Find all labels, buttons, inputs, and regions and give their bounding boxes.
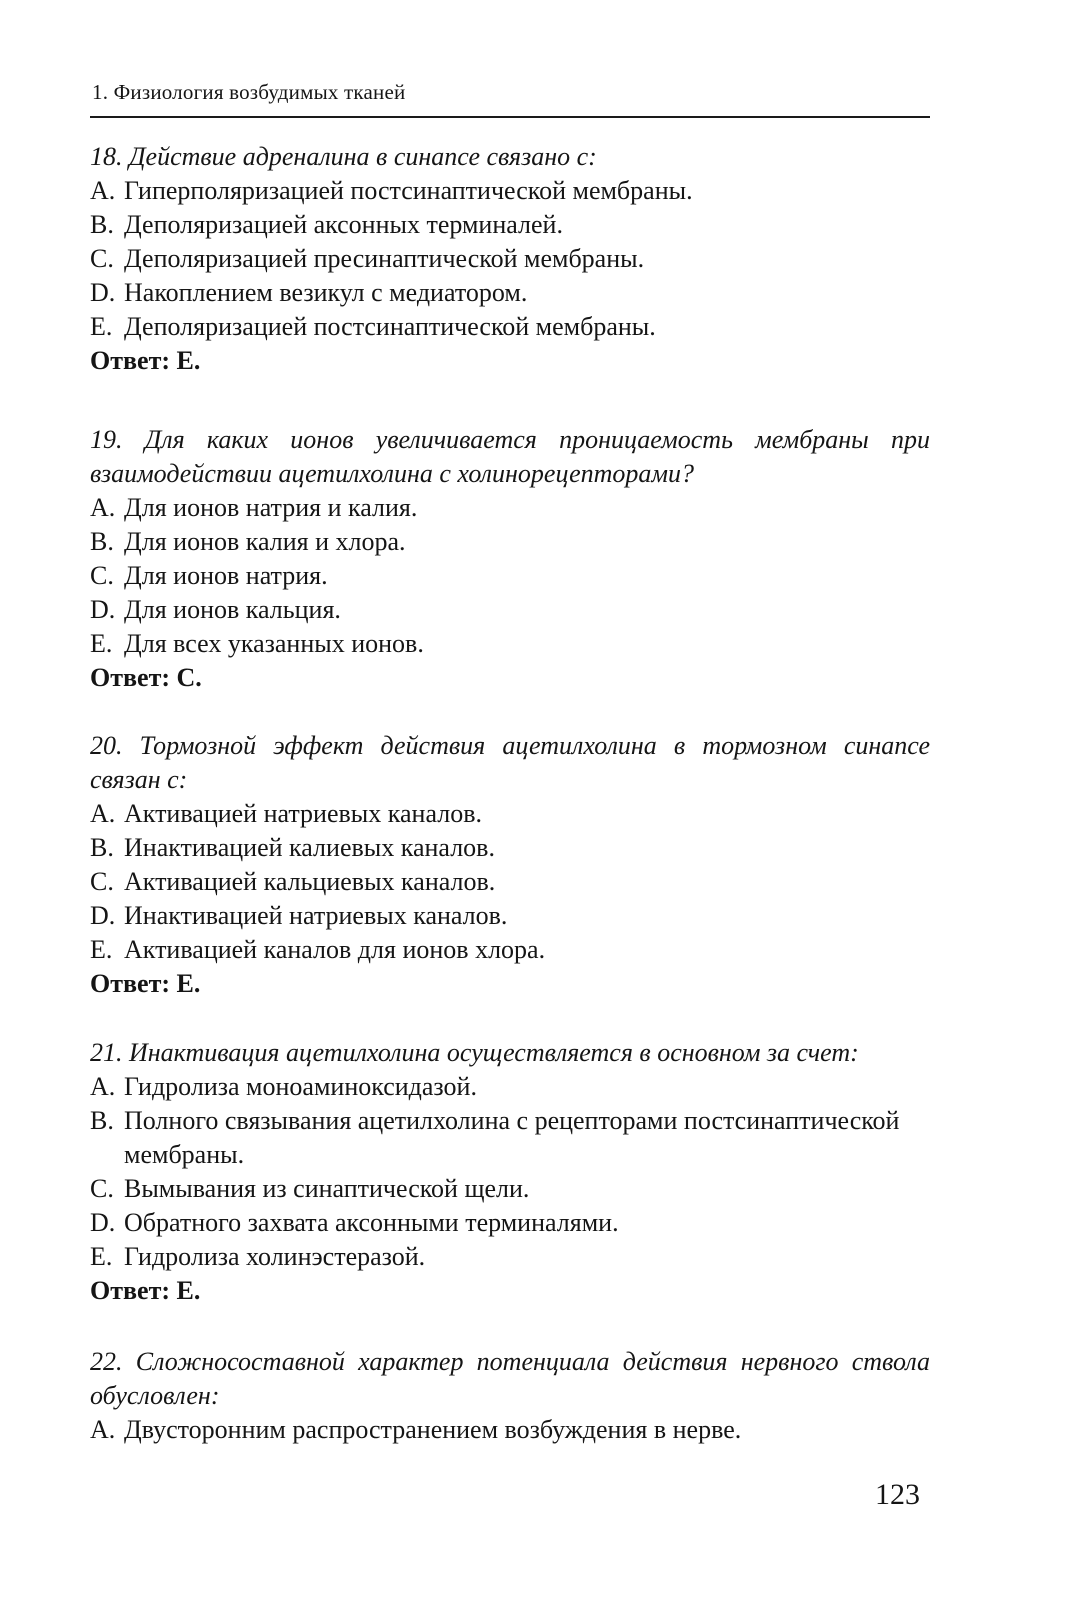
question-21	[90, 1036, 930, 1308]
option-text: Активацией кальциевых каналов.	[124, 867, 496, 896]
option-a	[90, 1413, 930, 1447]
option-letter: D.	[90, 1208, 116, 1237]
option-letter: A.	[90, 1072, 116, 1101]
answer-line: Ответ: E.	[90, 346, 201, 375]
option-e	[90, 627, 930, 661]
option-list	[90, 797, 930, 967]
option-letter: B.	[90, 833, 114, 862]
option-letter: B.	[90, 527, 114, 556]
option-letter: E.	[90, 1242, 113, 1271]
option-text: Для ионов натрия.	[124, 561, 328, 590]
question-text: 19. Для каких ионов увеличивается проницаемость мембраны при взаимодействии ацетилхолина с холинорецепторами?	[90, 425, 930, 488]
option-a	[90, 797, 930, 831]
option-d	[90, 593, 930, 627]
running-header: 1. Физиология возбудимых тканей	[92, 80, 406, 104]
option-letter: E.	[90, 312, 113, 341]
option-text: Для ионов натрия и калия.	[124, 493, 418, 522]
option-text: Инактивацией калиевых каналов.	[124, 833, 495, 862]
option-text: Деполяризацией постсинаптической мембраны.	[124, 312, 656, 341]
option-c	[90, 1172, 930, 1206]
header-rule	[90, 116, 930, 118]
option-letter: E.	[90, 629, 113, 658]
option-text: Деполяризацией пресинаптической мембраны.	[124, 244, 645, 273]
option-e	[90, 310, 930, 344]
option-list	[90, 1070, 930, 1274]
option-a	[90, 174, 930, 208]
option-letter: B.	[90, 1106, 114, 1135]
option-text: Для ионов калия и хлора.	[124, 527, 406, 556]
question-18	[90, 140, 930, 378]
option-c	[90, 865, 930, 899]
option-text: Гидролиза холинэстеразой.	[124, 1242, 426, 1271]
option-letter: C.	[90, 561, 114, 590]
option-text: Инактивацией натриевых каналов.	[124, 901, 508, 930]
option-letter: C.	[90, 867, 114, 896]
option-c	[90, 242, 930, 276]
option-text: Для всех указанных ионов.	[124, 629, 424, 658]
option-text: Активацией натриевых каналов.	[124, 799, 482, 828]
option-text: Активацией каналов для ионов хлора.	[124, 935, 546, 964]
option-list	[90, 491, 930, 661]
question-20	[90, 729, 930, 1001]
option-letter: C.	[90, 1174, 114, 1203]
question-22	[90, 1345, 930, 1447]
option-e	[90, 933, 930, 967]
option-a	[90, 1070, 930, 1104]
option-e	[90, 1240, 930, 1274]
answer-line: Ответ: C.	[90, 663, 202, 692]
option-letter: A.	[90, 493, 116, 522]
option-b	[90, 525, 930, 559]
option-list	[90, 174, 930, 344]
option-b	[90, 208, 930, 242]
option-b	[90, 831, 930, 865]
option-text: Для ионов кальция.	[124, 595, 341, 624]
option-letter: A.	[90, 1415, 116, 1444]
option-text: Гиперполяризацией постсинаптической мембраны.	[124, 176, 693, 205]
option-letter: B.	[90, 210, 114, 239]
answer-line: Ответ: E.	[90, 1276, 201, 1305]
option-text: Накоплением везикул с медиатором.	[124, 278, 528, 307]
option-d	[90, 899, 930, 933]
option-letter: A.	[90, 799, 116, 828]
option-letter: D.	[90, 901, 116, 930]
option-letter: C.	[90, 244, 114, 273]
option-letter: E.	[90, 935, 113, 964]
option-text: Обратного захвата аксонными терминалями.	[124, 1208, 619, 1237]
option-c	[90, 559, 930, 593]
option-d	[90, 276, 930, 310]
question-19	[90, 423, 930, 695]
page-number: 123	[875, 1478, 920, 1511]
question-text: 22. Сложносоставной характер потенциала действия нервного ствола обусловлен:	[90, 1347, 930, 1410]
option-text: Гидролиза моноаминоксидазой.	[124, 1072, 477, 1101]
option-letter: D.	[90, 595, 116, 624]
option-d	[90, 1206, 930, 1240]
option-b	[90, 1104, 930, 1172]
answer-line: Ответ: E.	[90, 969, 201, 998]
option-text: Двусторонним распространением возбуждения в нерве.	[124, 1415, 742, 1444]
option-list	[90, 1413, 930, 1447]
option-a	[90, 491, 930, 525]
question-text: 21. Инактивация ацетилхолина осуществляется в основном за счет:	[90, 1038, 859, 1067]
question-text: 20. Тормозной эффект действия ацетилхолина в тормозном синапсе связан с:	[90, 731, 930, 794]
question-text: 18. Действие адреналина в синапсе связано с:	[90, 142, 597, 171]
option-letter: D.	[90, 278, 116, 307]
option-text: Вымывания из синаптической щели.	[124, 1174, 530, 1203]
option-letter: A.	[90, 176, 116, 205]
option-text: Полного связывания ацетилхолина с рецепторами постсинаптической мембраны.	[124, 1106, 900, 1169]
option-text: Деполяризацией аксонных терминалей.	[124, 210, 563, 239]
